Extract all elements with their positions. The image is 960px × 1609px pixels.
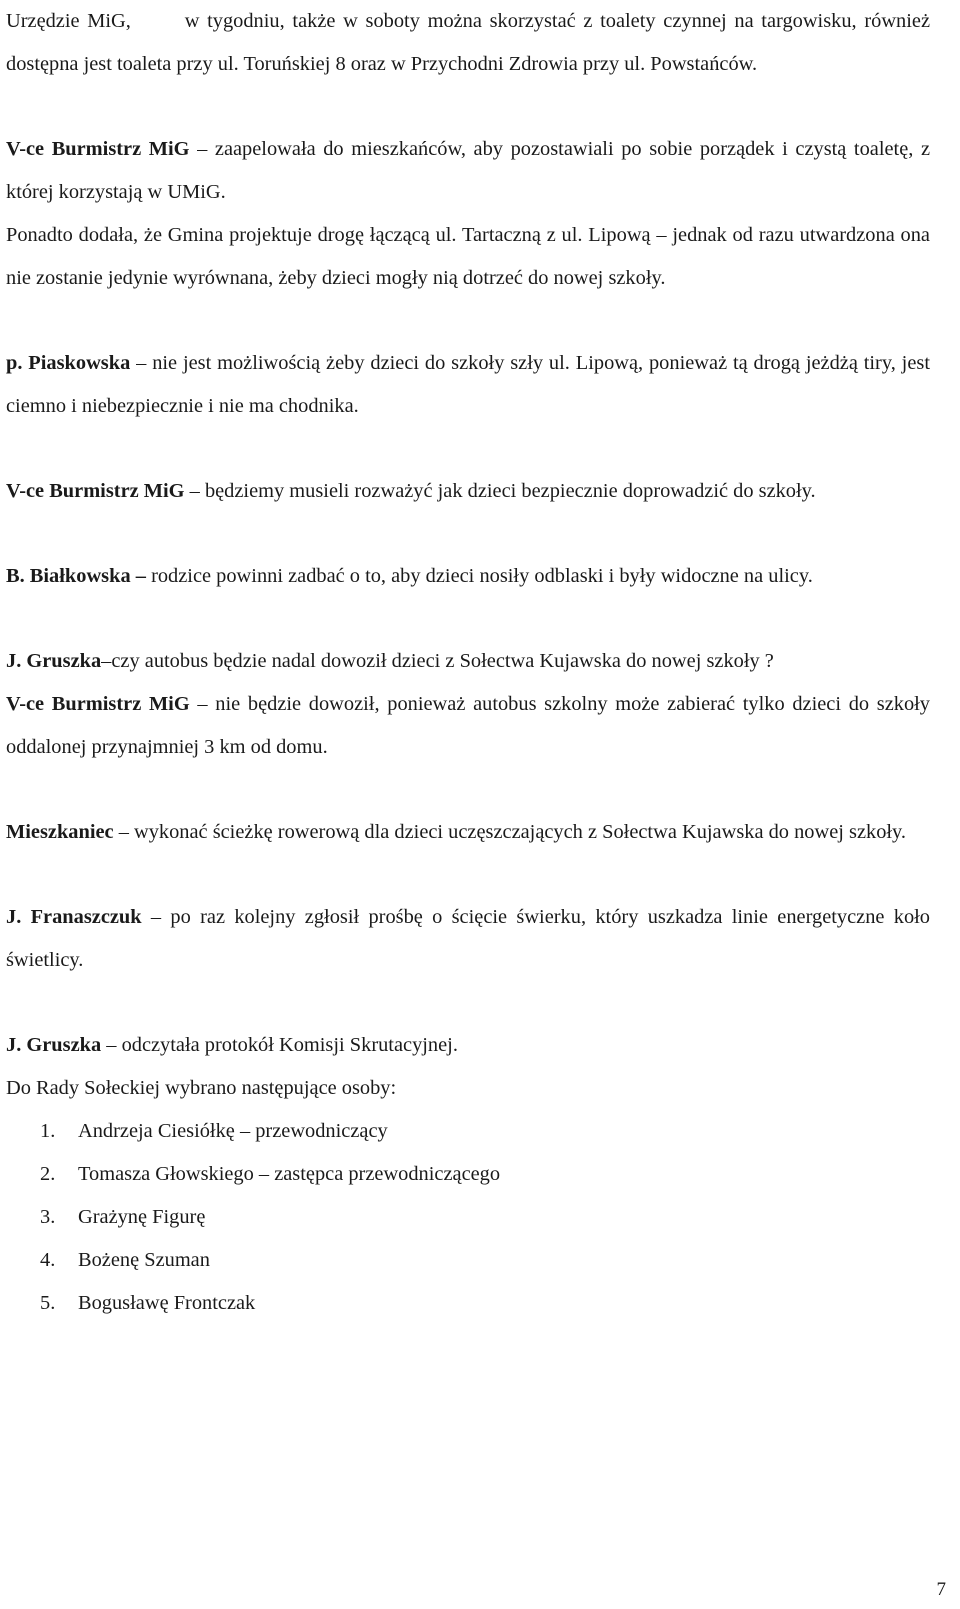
statement-paragraph xyxy=(6,896,930,982)
statement-paragraph xyxy=(6,1024,930,1067)
statement-text: rodzice powinni zadbać o to, aby dzieci nosiły odblaski i były widoczne na ulicy. xyxy=(151,565,813,587)
speaker-name: J. Franaszczuk xyxy=(6,906,142,928)
statement-text: wykonać ścieżkę rowerową dla dzieci uczęszczających z Sołectwa Kujawska do nowej szkoły. xyxy=(133,821,907,843)
list-number: 3. xyxy=(40,1206,56,1228)
statement-paragraph xyxy=(6,214,930,300)
statement-paragraph xyxy=(6,640,930,683)
dash: – xyxy=(141,906,171,928)
statement-text: będziemy musieli rozważyć jak dzieci bezpiecznie doprowadzić do szkoły. xyxy=(204,480,816,502)
dash: – xyxy=(130,352,153,374)
spacer xyxy=(6,769,930,811)
statement-paragraph xyxy=(6,342,930,428)
dash: – xyxy=(189,138,215,160)
page-number: 7 xyxy=(936,1579,946,1600)
member-name: Bogusławę Frontczak xyxy=(78,1292,256,1314)
dash: – xyxy=(101,1034,122,1056)
list-item xyxy=(6,1282,930,1325)
statement-text: po raz kolejny zgłosił prośbę o ścięcie świerku, który uszkadza linie energetyczne koło świetlicy. xyxy=(6,906,931,971)
speaker-name: p. Piaskowska xyxy=(6,352,131,374)
list-item xyxy=(6,1110,930,1153)
dash: – xyxy=(101,650,112,672)
statement-text: czy autobus będzie nadal dowoził dzieci z Sołectwa Kujawska do nowej szkoły ? xyxy=(111,650,774,672)
spacer xyxy=(6,86,930,128)
statement-paragraph xyxy=(6,555,930,598)
intro-speaker: Urzędzie MiG, xyxy=(6,10,131,32)
election-intro: Do Rady Sołeckiej wybrano następujące osoby: xyxy=(6,1077,397,1099)
statement-paragraph xyxy=(6,811,930,854)
spacer xyxy=(6,854,930,896)
spacer xyxy=(6,513,930,555)
dash: – xyxy=(184,480,205,502)
statement-text: Ponadto dodała, że Gmina projektuje drogę łączącą ul. Tartaczną z ul. Lipową – jednak od razu utwardzona ona nie zostanie jedynie wyrównana, żeby dzieci mogły nią dotrzeć do nowej szkoły. xyxy=(6,224,930,289)
dash: – xyxy=(189,693,216,715)
statement-paragraph xyxy=(6,128,930,214)
list-number: 5. xyxy=(40,1292,56,1314)
list-number: 1. xyxy=(40,1120,56,1142)
speaker-name: V-ce Burmistrz MiG xyxy=(6,480,185,502)
speaker-name: V-ce Burmistrz MiG xyxy=(6,693,190,715)
list-number: 2. xyxy=(40,1163,56,1185)
statement-paragraph xyxy=(6,683,930,769)
speaker-name: J. Gruszka xyxy=(6,650,102,672)
speaker-name: B. Białkowska – xyxy=(6,565,146,587)
statement-text: odczytała protokół Komisji Skrutacyjnej. xyxy=(121,1034,458,1056)
speaker-name: V-ce Burmistrz MiG xyxy=(6,138,190,160)
dash: – xyxy=(113,821,134,843)
list-number: 4. xyxy=(40,1249,56,1271)
list-item xyxy=(6,1239,930,1282)
statement-paragraph xyxy=(6,470,930,513)
spacer xyxy=(6,428,930,470)
statement-text: nie jest możliwością żeby dzieci do szkoły szły ul. Lipową, ponieważ tą drogą jeżdżą tiry, jest ciemno i niebezpiecznie i nie ma chodnika. xyxy=(6,352,930,417)
document-page xyxy=(6,0,930,1325)
list-item xyxy=(6,1196,930,1239)
spacer xyxy=(6,598,930,640)
intro-text: w tygodniu, także w soboty można skorzystać z toalety czynnej na targowisku, również dostępna jest toaleta przy ul. Toruńskiej 8 oraz w Przychodni Zdrowia przy ul. Powstańców. xyxy=(6,10,931,75)
intro-paragraph xyxy=(6,0,930,86)
statement-text: nie będzie dowoził, ponieważ autobus szkolny może zabierać tylko dzieci do szkoły oddalonej przynajmniej 3 km od domu. xyxy=(6,693,931,758)
speaker-name: Mieszkaniec xyxy=(6,821,114,843)
council-members-list xyxy=(6,1110,930,1325)
member-name: Grażynę Figurę xyxy=(78,1206,206,1228)
statement-text: zaapelowała do mieszkańców, aby pozostawiali po sobie porządek i czystą toaletę, z której korzystają w UMiG. xyxy=(6,138,931,203)
member-name: Bożenę Szuman xyxy=(78,1249,210,1271)
speaker-name: J. Gruszka xyxy=(6,1034,102,1056)
spacer xyxy=(6,982,930,1024)
spacer xyxy=(6,300,930,342)
member-name: Tomasza Głowskiego – zastępca przewodniczącego xyxy=(78,1163,501,1185)
member-name: Andrzeja Ciesiółkę – przewodniczący xyxy=(78,1120,388,1142)
list-item xyxy=(6,1153,930,1196)
